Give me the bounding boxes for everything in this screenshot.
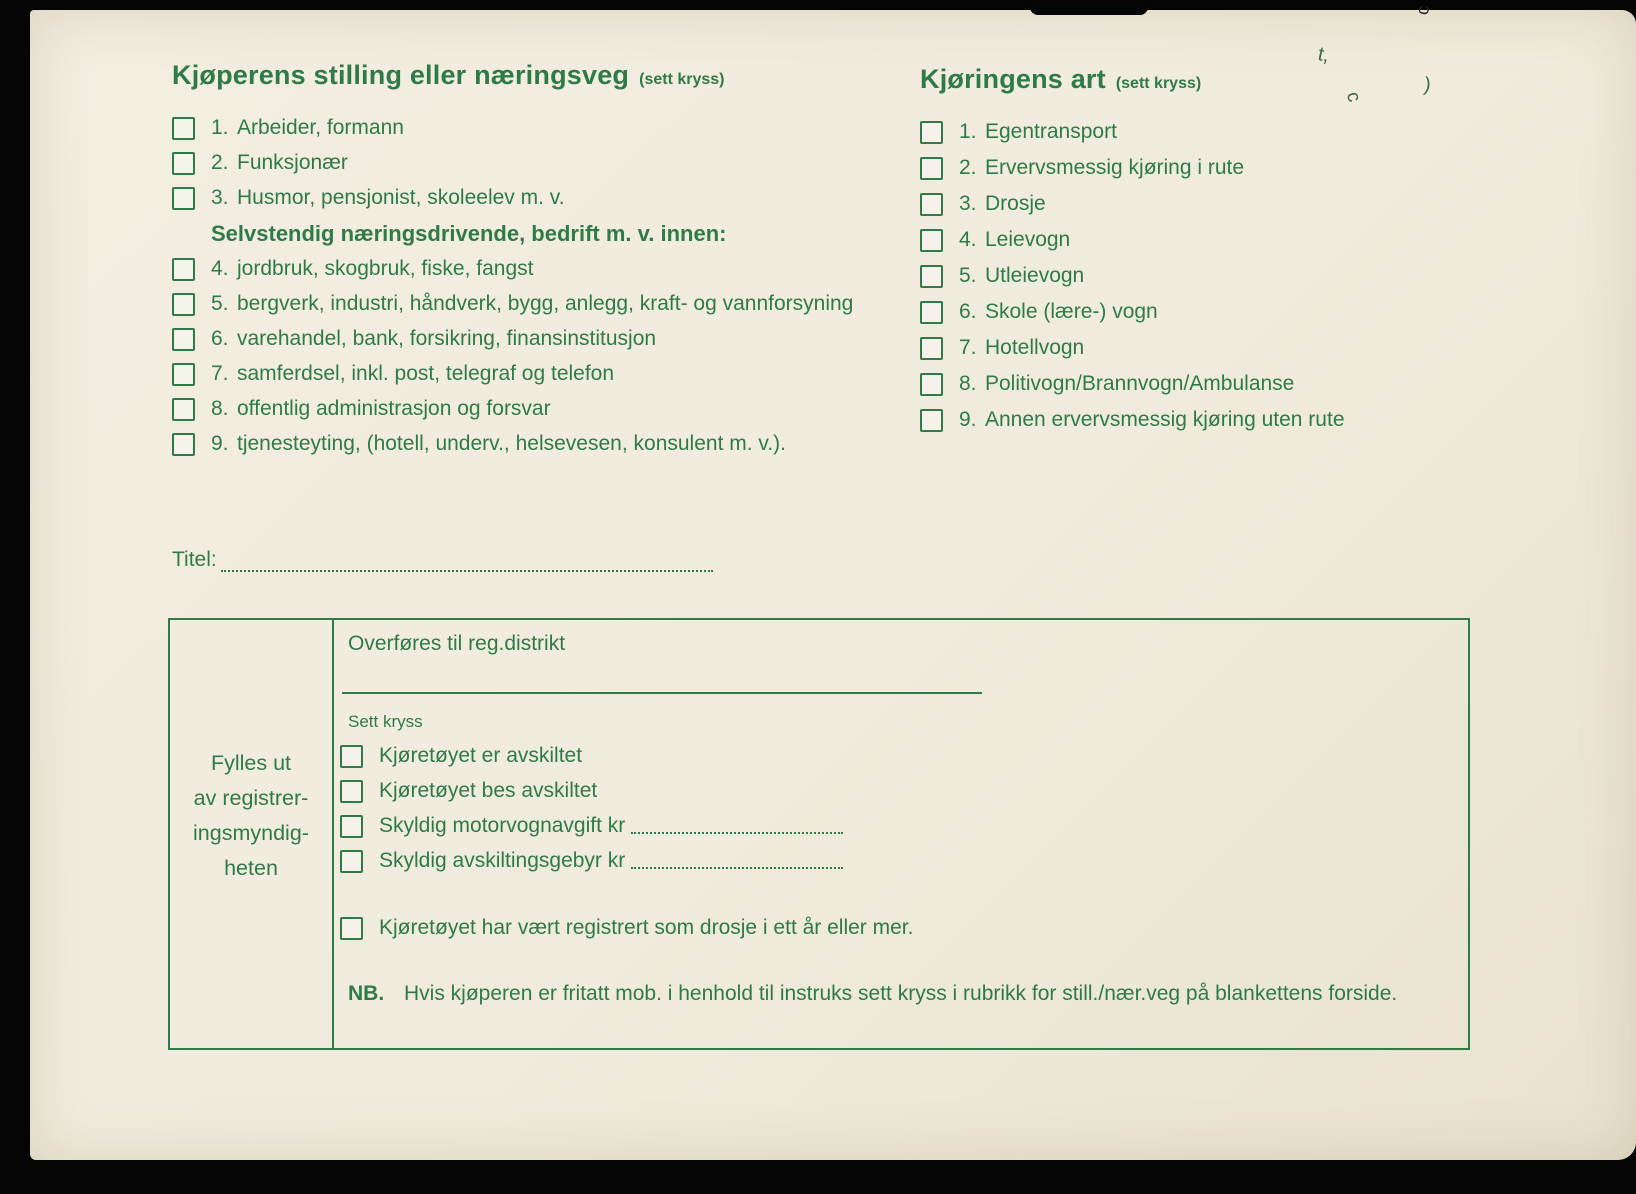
checkbox-occupation-7[interactable] (172, 363, 195, 386)
item-label: Utleievogn (985, 264, 1085, 287)
checkbox-occupation-2[interactable] (172, 152, 195, 175)
checkbox-occupation-5[interactable] (172, 293, 195, 316)
checkbox-driving-8[interactable] (920, 373, 943, 396)
checkbox-bes-avskiltet[interactable] (340, 780, 363, 803)
item-label: Leievogn (985, 228, 1071, 251)
section-heading: Kjøringens art (920, 64, 1106, 94)
checkbox-driving-5[interactable] (920, 265, 943, 288)
item-number: 3. (959, 192, 977, 215)
driving-item (920, 156, 1540, 180)
item-number: 5. (211, 292, 229, 315)
occupation-subheading: Selvstendig næringsdrivende, bedrift m. v. innen: (211, 221, 727, 246)
side-label-line: av registrer- (193, 786, 309, 810)
ink-mark: ) (1422, 73, 1433, 97)
item-number: 8. (959, 372, 977, 395)
item-number: 7. (211, 362, 229, 385)
box-checkbox-list (340, 744, 843, 884)
item-label: offentlig administrasjon og forsvar (237, 397, 551, 420)
side-label-line: Fylles ut (210, 751, 292, 775)
item-label: Kjøretøyet har vært registrert som drosje i ett år eller mer. (379, 916, 914, 939)
occupation-item (172, 116, 932, 140)
checkbox-motorvognavgift[interactable] (340, 815, 363, 838)
driving-item (920, 372, 1540, 396)
side-label-line: ingsmyndig- (193, 821, 309, 845)
checkbox-driving-2[interactable] (920, 157, 943, 180)
checkbox-avskiltingsgebyr[interactable] (340, 850, 363, 873)
registration-box (168, 618, 1470, 1050)
box-check-item (340, 849, 843, 873)
item-number: 4. (211, 257, 229, 280)
item-label: Skyldig avskiltingsgebyr kr (379, 849, 626, 872)
box-divider (332, 620, 334, 1048)
occupation-item (172, 151, 932, 175)
item-label: samferdsel, inkl. post, telegraf og telefon (237, 362, 615, 385)
checkbox-driving-7[interactable] (920, 337, 943, 360)
driving-section-title (920, 64, 1201, 95)
checkbox-driving-3[interactable] (920, 193, 943, 216)
box-check-item (340, 744, 843, 768)
side-label-line: heten (224, 856, 278, 880)
item-label: Hotellvogn (985, 336, 1085, 359)
box-check-item (340, 814, 843, 838)
box-side-label (170, 746, 332, 886)
ink-mark: ɔ (1414, 5, 1436, 16)
checkbox-occupation-6[interactable] (172, 328, 195, 351)
item-number: 2. (959, 156, 977, 179)
item-label: Funksjonær (237, 151, 348, 174)
checkbox-driving-6[interactable] (920, 301, 943, 324)
occupation-item (172, 362, 932, 386)
checkbox-avskiltet[interactable] (340, 745, 363, 768)
amount-dotted-line[interactable] (631, 818, 843, 834)
nb-note (348, 982, 1458, 1006)
item-label: tjenesteyting, (hotell, underv., helsevesen, konsulent m. v.). (237, 432, 787, 455)
titel-field (172, 548, 713, 572)
nb-text: Hvis kjøperen er fritatt mob. i henhold til instruks sett kryss i rubrikk for still./nær.veg på blankettens forside. (404, 982, 1398, 1005)
checkbox-occupation-8[interactable] (172, 398, 195, 421)
item-label: Ervervsmessig kjøring i rute (985, 156, 1245, 179)
item-number: 1. (211, 116, 229, 139)
item-number: 5. (959, 264, 977, 287)
driving-item (920, 300, 1540, 324)
item-label: Arbeider, formann (237, 116, 404, 139)
sett-kryss-label: Sett kryss (348, 712, 423, 731)
item-label: varehandel, bank, forsikring, finansinstitusjon (237, 327, 657, 350)
item-number: 3. (211, 186, 229, 209)
item-number: 6. (211, 327, 229, 350)
checkbox-occupation-3[interactable] (172, 187, 195, 210)
driving-list (920, 120, 1540, 444)
item-label: Husmor, pensjonist, skoleelev m. v. (237, 186, 565, 209)
driving-item (920, 228, 1540, 252)
item-number: 7. (959, 336, 977, 359)
transfer-district-line[interactable] (342, 692, 982, 694)
item-number: 9. (959, 408, 977, 431)
item-label: Egentransport (985, 120, 1117, 143)
scan-edge-notch (1030, 0, 1148, 15)
item-number: 9. (211, 432, 229, 455)
transfer-district-label: Overføres til reg.distrikt (348, 632, 566, 655)
occupation-section-title (172, 60, 725, 91)
titel-dotted-line[interactable] (221, 552, 713, 572)
item-label: Skole (lære-) vogn (985, 300, 1158, 323)
checkbox-driving-9[interactable] (920, 409, 943, 432)
box-check-item (340, 779, 843, 803)
form-paper (30, 10, 1636, 1160)
checkbox-occupation-1[interactable] (172, 117, 195, 140)
item-label: Drosje (985, 192, 1046, 215)
occupation-list (172, 116, 932, 467)
checkbox-occupation-9[interactable] (172, 433, 195, 456)
item-label: Annen ervervsmessig kjøring uten rute (985, 408, 1345, 431)
driving-item (920, 336, 1540, 360)
nb-label: NB. (348, 982, 385, 1005)
occupation-item (172, 186, 932, 210)
item-number: 4. (959, 228, 977, 251)
ink-mark: t, (1315, 43, 1332, 67)
item-number: 6. (959, 300, 977, 323)
item-label: Politivogn/Brannvogn/Ambulanse (985, 372, 1295, 395)
checkbox-driving-4[interactable] (920, 229, 943, 252)
ink-mark: c (1341, 89, 1365, 105)
section-heading-note: (sett kryss) (1115, 75, 1202, 92)
occupation-item (172, 292, 932, 316)
item-number: 1. (959, 120, 977, 143)
driving-item (920, 408, 1540, 432)
checkbox-driving-1[interactable] (920, 121, 943, 144)
driving-item (920, 120, 1540, 144)
item-number: 2. (211, 151, 229, 174)
titel-label: Titel: (172, 548, 217, 571)
occupation-item (172, 397, 932, 421)
item-label: Kjøretøyet bes avskiltet (379, 779, 598, 802)
occupation-item (172, 327, 932, 351)
driving-item (920, 192, 1540, 216)
checkbox-occupation-4[interactable] (172, 258, 195, 281)
checkbox-drosje-registrert[interactable] (340, 917, 363, 940)
section-heading: Kjøperens stilling eller næringsveg (172, 60, 630, 90)
drosje-check-item (340, 916, 913, 951)
amount-dotted-line[interactable] (631, 853, 843, 869)
item-number: 8. (211, 397, 229, 420)
driving-item (920, 264, 1540, 288)
occupation-item (172, 257, 932, 281)
occupation-item (172, 432, 932, 456)
item-label: jordbruk, skogbruk, fiske, fangst (237, 257, 534, 280)
item-label: Kjøretøyet er avskiltet (379, 744, 583, 767)
item-label: bergverk, industri, håndverk, bygg, anlegg, kraft- og vannforsyning (237, 292, 854, 315)
section-heading-note: (sett kryss) (639, 71, 725, 88)
item-label: Skyldig motorvognavgift kr (379, 814, 626, 837)
